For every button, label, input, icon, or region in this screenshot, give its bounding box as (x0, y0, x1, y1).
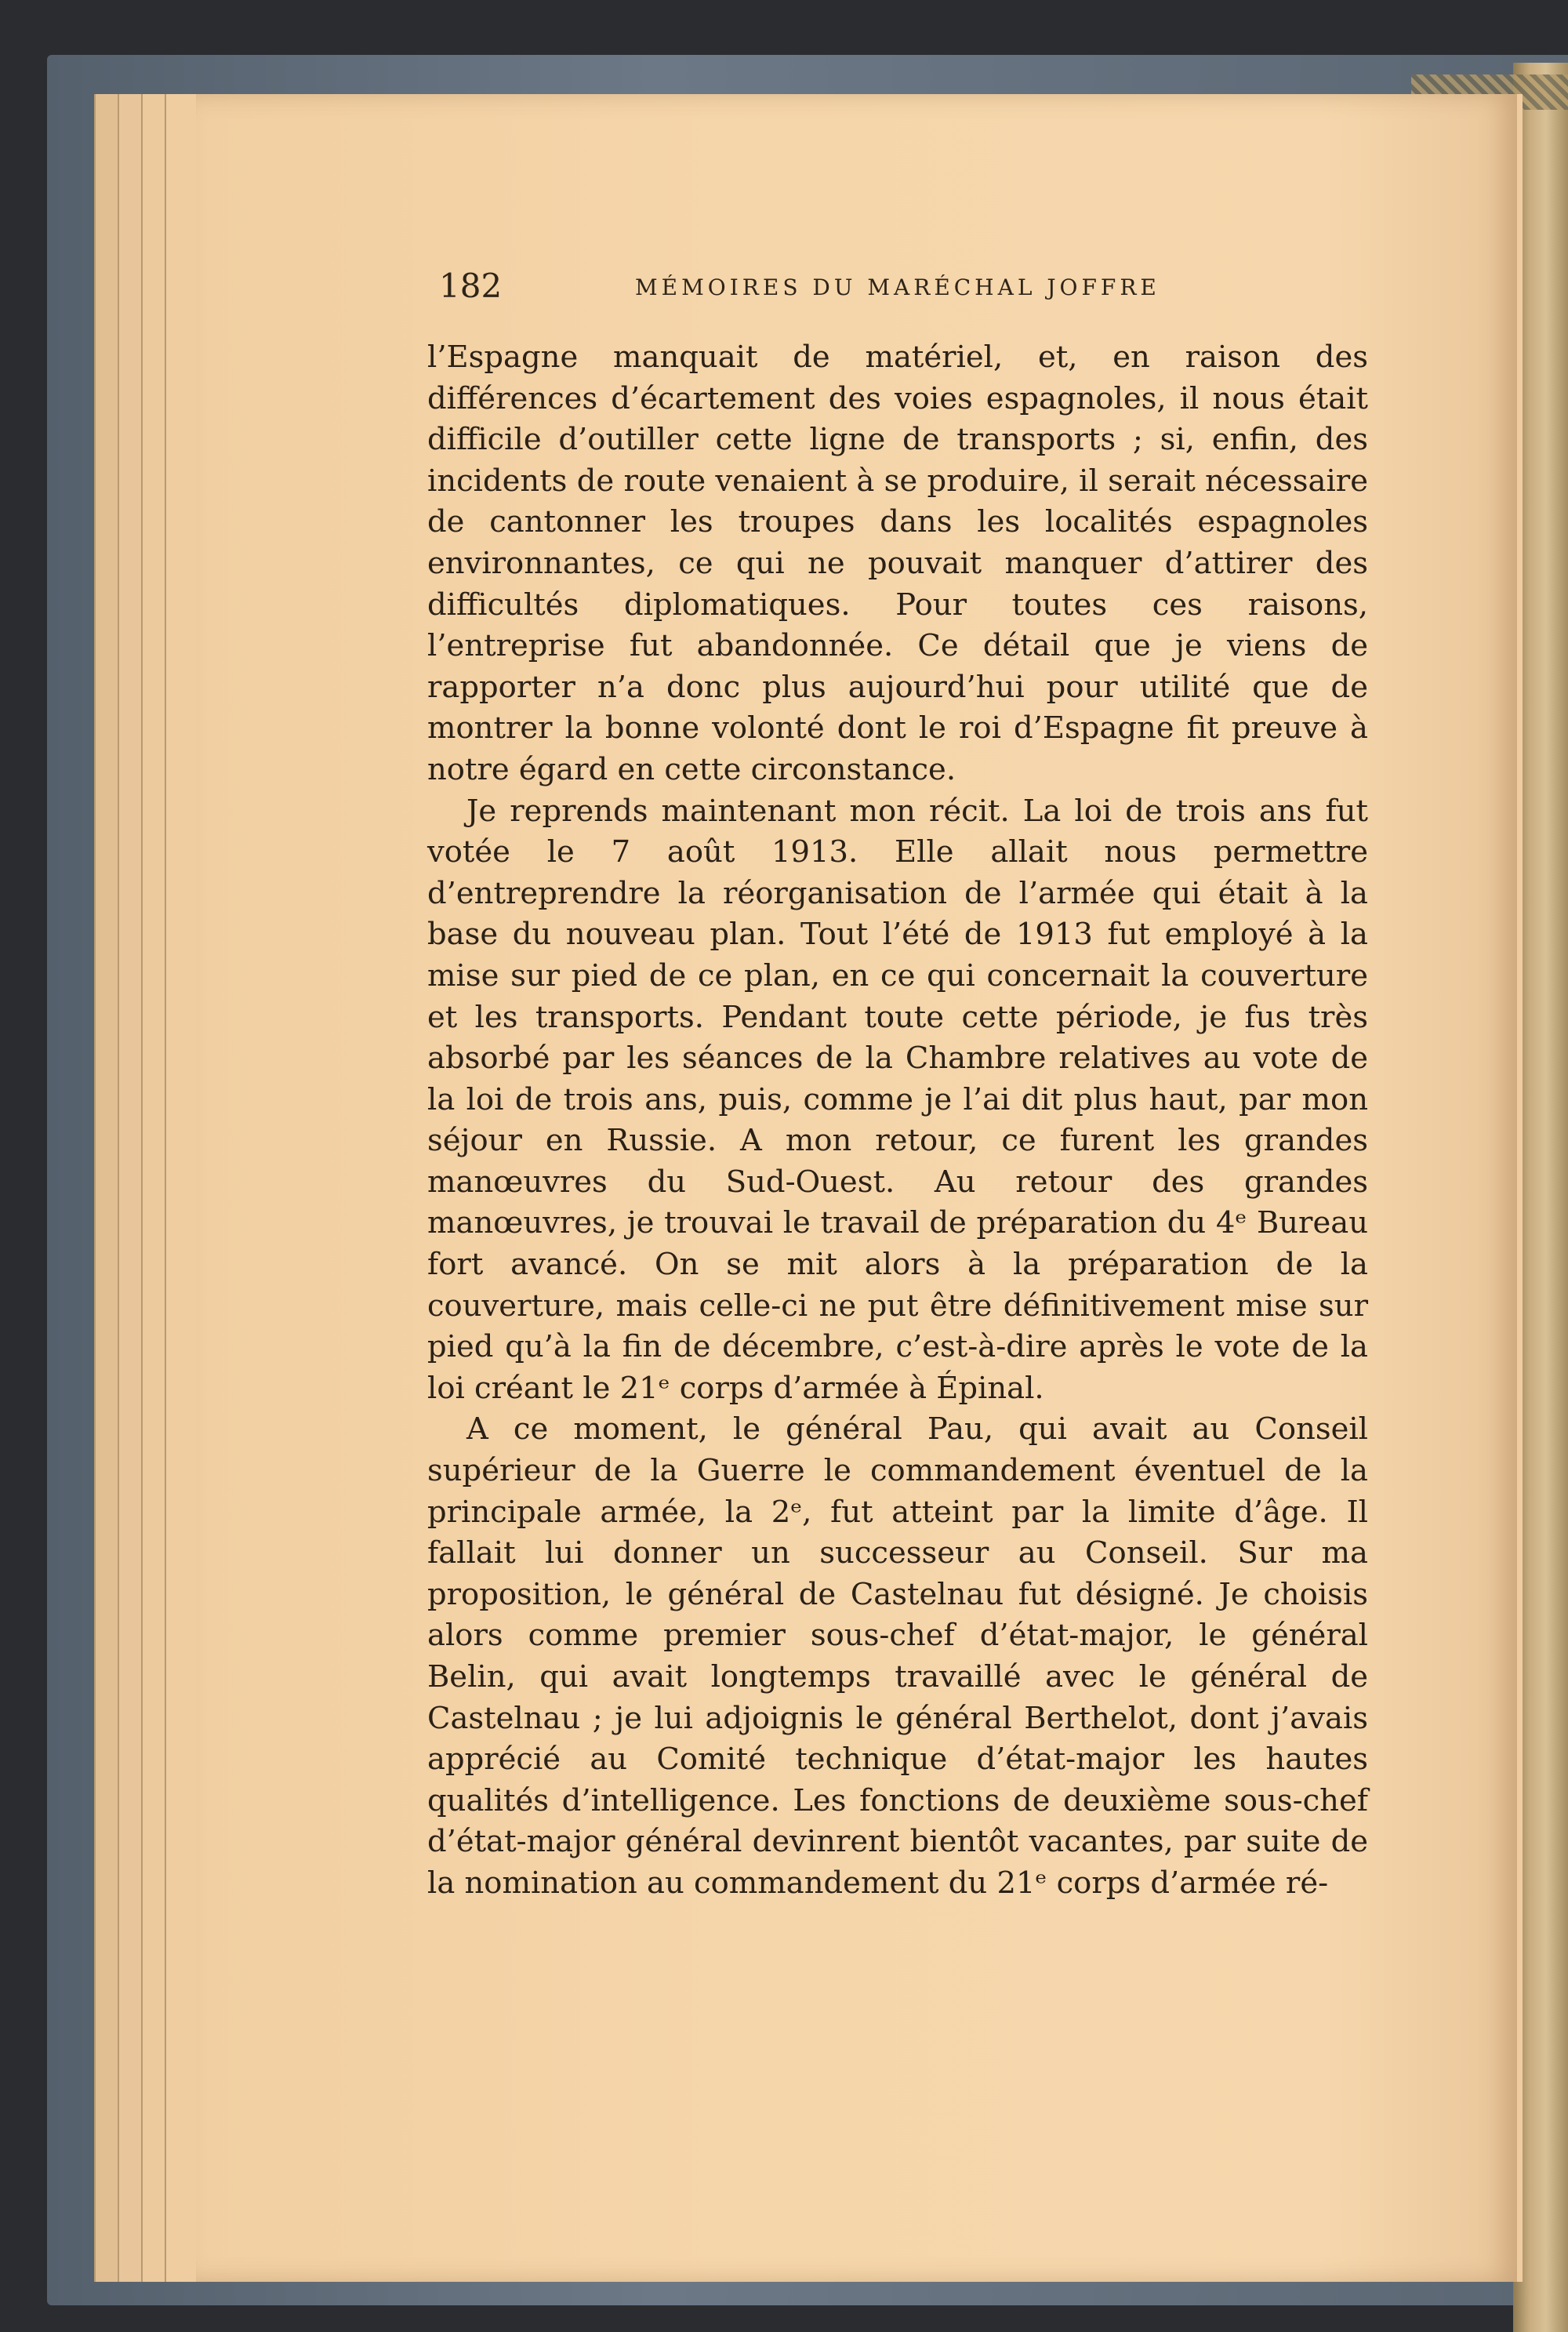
running-head: MÉMOIRES DU MARÉCHAL JOFFRE (635, 274, 1160, 300)
paragraph: Je reprends maintenant mon récit. La loi de trois ans fut votée le 7 août 1913. Elle allait nous permettre d’entreprendre la réorganisation de l’armée qui était à la base du nouveau plan. Tout l’été de 1913 fut employé à la mise sur pied de ce plan, en ce qui concernait la couverture et les transports. Pendant toute cette période, je fus très absorbé par les séances de la Chambre relatives au vote de la loi de trois ans, puis, comme je l’ai dit plus haut, par mon séjour en Russie. A mon retour, ce furent les grandes manœuvres du Sud-Ouest. Au retour des grandes manœuvres, je trouvai le travail de préparation du 4ᵉ Bureau fort avancé. On se mit alors à la préparation de la couverture, mais celle-ci ne put être définitivement mise sur pied qu’à la fin de décembre, c’est-à-dire après le vote de la loi créant le 21ᵉ corps d’armée à Épinal. (427, 793, 1368, 1406)
paragraph: l’Espagne manquait de matériel, et, en raison des différences d’écartement des voies espagnoles, il nous était difficile d’outiller cette ligne de transports ; si, enfin, des incidents de route venaient à se produire, il serait nécessaire de cantonner les troupes dans les localités espagnoles environnantes, ce qui ne pouvait manquer d’attirer des difficultés diplomatiques. Pour toutes ces raisons, l’entreprise fut abandonnée. Ce détail que je viens de rapporter n’a donc plus aujourd’hui pour utilité que de montrer la bonne volonté dont le roi d’Espagne fit preuve à notre égard en cette circonstance. (427, 340, 1368, 787)
page-header (439, 267, 1364, 314)
page-number: 182 (439, 267, 503, 305)
body-text (427, 337, 1368, 1905)
paragraph: A ce moment, le général Pau, qui avait au Conseil supérieur de la Guerre le commandement éventuel de la principale armée, la 2ᵉ, fut atteint par la limite d’âge. Il fallait lui donner un successeur au Conseil. Sur ma proposition, le général de Castelnau fut désigné. Je choisis alors comme premier sous-chef d’état-major, le général Belin, qui avait longtemps travaillé avec le général de Castelnau ; je lui adjoignis le général Berthelot, dont j’avais apprécié au Comité technique d’état-major les hautes qualités d’intelligence. Les fonctions de deuxième sous-chef d’état-major général devinrent bientôt vacantes, par suite de la nomination au commandement du 21ᵉ corps d’armée ré- (427, 1411, 1368, 1901)
